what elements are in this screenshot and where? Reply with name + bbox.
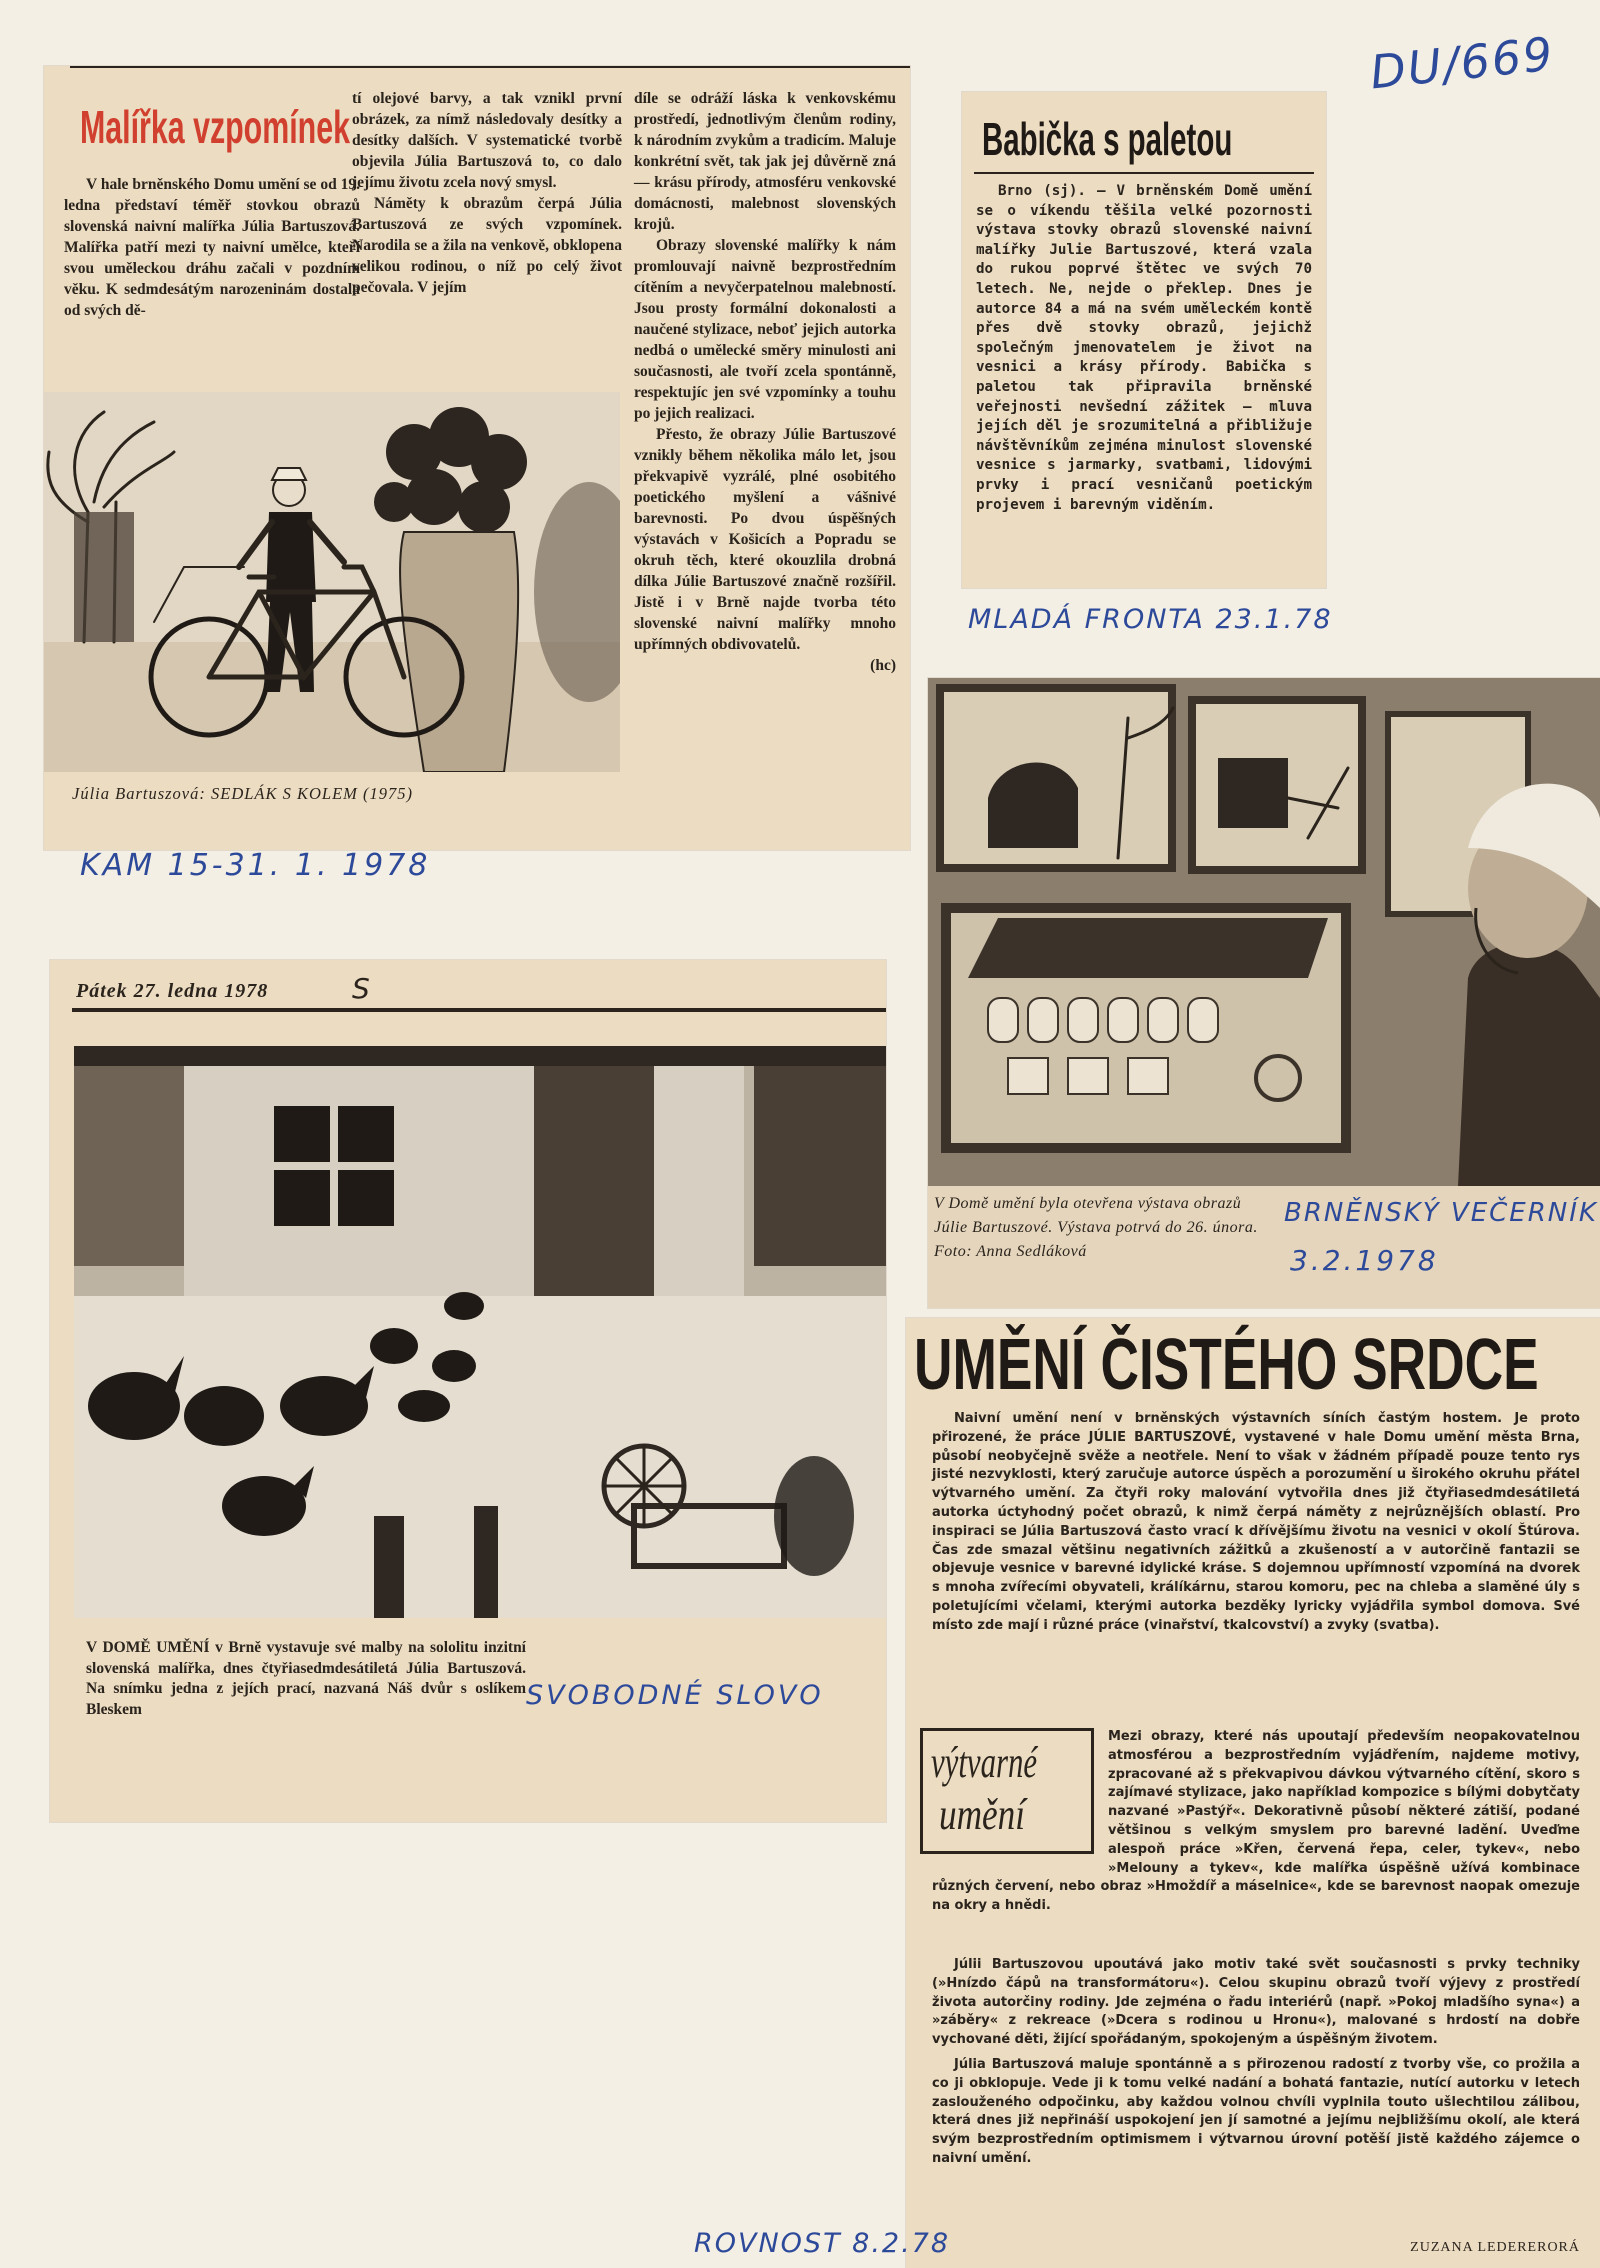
rovnost-stamp-word-2: umění (939, 1790, 1026, 1839)
mlada-fronta-rule (974, 172, 1314, 174)
vecernik-source-note-1: BRNĚNSKÝ VEČERNÍK (1284, 1198, 1598, 1228)
svobodne-source-note: SVOBODNÉ SLOVO (526, 1680, 824, 1711)
rovnost-paragraph-3: Júlii Bartuszovou upoutává jako motiv také svět současnosti s prvky techniky (»Hnízdo čápů na transformátoru«). Celou skupinu obrazů tvoří výjevy z prostředí života autorčiny rodiny. Jde zejména o řadu interiérů (např. »Pokoj mladšího syna«) a »záběry« z rekreace (»Dcera s rodinou u Hronu«), malované s hrdostí na dobře vychované děti, žijící spořádaným, spokojeným a úspěšným životem. (932, 1957, 1580, 2048)
kam-paragraph-2: tí olejové barvy, a tak vznikl první obrázek, za nímž následovaly desítky a desítky dalších. V systematické tvorbě objevila Júlia Bartuszová to, co dalo jejímu životu zcela nový smysl. (352, 90, 622, 191)
rovnost-body-top (932, 1410, 1580, 1642)
rovnost-paragraph-4: Júlia Bartuszová maluje spontánně a s přirozenou radostí z tvorby vše, co prožila a co ji obklopuje. Vede ji k tomu velké nadání a bohatá fantazie, nutící autorku v letech zaslouženého odpočinku, aby každou volnou chvíli vyplnila touto ušlechtilou zálibou, která dnes již nepřináší uspokojení jen jí samotné a jejímu nejbližšímu okolí, ale která svým bezprostředním optimismem i výtvarnou úrovní potěší jistě každého zájemce o naivní umění. (932, 2056, 1580, 2166)
rovnost-source-note: ROVNOST 8.2.78 (694, 2228, 951, 2259)
kam-col-3 (634, 88, 896, 676)
kam-title: Malířka vzpomínek (80, 101, 350, 153)
kam-paragraph-4: díle se odráží láska k venkovskému prostředí, jednotlivým členům rodiny, k národním zvykům a tradicím. Maluje konkrétní svět, tak jak jej důvěrně zná — krásu přírody, atmosféru venkovské domácnosti, malebnost slovenských krojů. (634, 90, 896, 233)
svobodne-hand-mark: S (352, 972, 373, 1005)
kam-paragraph-5: Obrazy slovenské malířky k nám promlouvají naivně bezprostředním cítěním a nevyčerpatelnou malebností. Jsou prosty formální dokonalosti a naučené stylizace, neboť jejich autorka nedbá o umělecké směry minulosti ani současnosti, ale tvoří zcela spontánně, respektujíc jen své vzpomínky a touhu po jejich realizaci. (634, 237, 896, 422)
mlada-fronta-title: Babička s paletou (982, 113, 1233, 165)
kam-col-2-top (352, 88, 622, 298)
farmer-with-bike-illustration (44, 392, 620, 772)
rovnost-title: UMĚNÍ ČISTÉHO SRDCE (914, 1325, 1539, 1405)
vecernik-exhibition-photo (928, 678, 1600, 1186)
exhibition-visitor-illustration (928, 678, 1600, 1186)
rovnost-stamp-float (932, 1728, 1108, 1878)
archive-mark: DU/669 (1367, 26, 1557, 100)
kam-painting-sedlak-s-kolem (44, 392, 620, 772)
svobodne-painting-nas-dvur (74, 1046, 886, 1618)
mlada-fronta-clipping (962, 92, 1326, 588)
rovnost-paragraph-2: Mezi obrazy, které nás upoutají především neopakovatelnou atmosférou a bezprostředním vyjádřením, najdeme motivy, zpracované až s překvapivou dávkou výtvarného cítění, skoro s zajímavé stylizace, jako například kompozice s bílými dobytčaty nazvané »Pastýř«. Dekorativně působí některé zátiší, podané většinou s velkým smyslem pro barevné ladění. Uveďme alespoň práce »Křen, červená řepa, celer, tykev«, nebo »Melouny a tykev«, kde malířka úspěšně užívá kombinace různých červení, nebo obraz »Hmoždíř a máselnice«, kde se barevnost naopak omezuje na okry a hnědi. (932, 1729, 1580, 1914)
farmyard-hens-illustration (74, 1046, 886, 1618)
svobodne-date-line: Pátek 27. ledna 1978 (76, 980, 269, 1002)
rovnost-body-bottom (932, 1956, 1580, 2175)
rovnost-paragraph-1: Naivní umění není v brněnských výstavních síních častým hostem. Je proto přirozené, že práce JÚLIE BARTUSZOVÉ, vystavené v hale Domu umění města Brna, působí neobyčejně svěže a neotřele. Není to však v žádném případě pouze tento rys jisté nezvyklosti, který zaručuje autorce úspěch a porozumění u širokého okruhu přátel výtvarného umění. Za čtyři roky malování vytvořila dnes již čtyřiasedmdesátiletá autorka úctyhodný počet obrazů, k nimž čerpá náměty z nejrůznějších oblastí. Pro inspiraci se Júlia Bartuszová často vrací k dřívějšímu životu na vesnici v okolí Štúrova. Čas zde smazal většinu negativních zážitků a zkušeností a v autorčině fantazii se objevuje vesnice v barevné idylické kráse. S dojemnou upřímností vzpomíná na dvorek s mnoha zvířecími obyvateli, králíkárnu, starou komoru, pec na chleba a slaměné úly s poletujícími včelami, kterými autorka bezděky lyricky vyjádřila symbol domova. Své místo zde mají i různé práce (vinařství, tkalcovství) a zvyky (svatba). (932, 1411, 1580, 1633)
kam-top-rule (70, 66, 910, 68)
kam-signature: (hc) (870, 657, 896, 674)
rovnost-clipping (906, 1318, 1600, 2268)
kam-paragraph-3: Náměty k obrazům čerpá Júlia Bartuszová ze svých vzpomínek. Narodila se a žila na venkově, obklopena velikou rodinou, o níž po celý život pečovala. V jejím (352, 195, 622, 296)
rovnost-paragraph-wrap (932, 1728, 1580, 1916)
kam-paragraph-6: Přesto, že obrazy Júlie Bartuszové vznikly během několika málo let, jsou překvapivě vyzrálé, plné osobitého poetického myšlení a vášnivé barevnosti. Po dvou úspěšných výstavách v Košicích a Popradu se okruh těch, které okouzlila drobná dílka Júlie Bartuszové značně rozšířil. Jistě i v Brně najde tvorba této slovenské naivní malířky mnoho upřímných obdivovatelů. (634, 426, 896, 653)
kam-paragraph-1: V hale brněnského Domu umění se od 19. ledna představí téměř stovkou obrazů slovenská naivní malířka Júlia Bartuszová. Malířka patří mezi ty naivní umělce, kteří svou uměleckou dráhu začali v pozdním věku. K sedmdesátým narozeninám dostala od svých dě- (64, 176, 360, 319)
rovnost-stamp-word-1: výtvarné (931, 1738, 1038, 1787)
mlada-fronta-text: Brno (sj). — V brněnském Domě umění se o víkendu těšila velké pozornosti výstava stovky obrazů slovenské naivní malířky Julie Bartuszové, která vzala do rukou poprvé štětec ve svých 70 letech. Ne, nejde o překlep. Dnes je autorce 84 a má na svém uměleckém kontě přes dvě stovky obrazů, jejichž společným jmenovatelem je život na vesnici a krásy přírody. Babička s paletou tak připravila brněnské veřejnosti nevšední zážitek — mluva jejích děl je srozumitelná a přibližuje návštěvníkům zejména minulost slovenské vesnice s jarmarky, svatbami, lidovými prvky i prací vesničanů poetickým projevem i barevným viděním. (976, 183, 1312, 513)
rovnost-author: ZUZANA LEDERERORÁ (1410, 2240, 1580, 2255)
kam-source-note: KAM 15-31. 1. 1978 (80, 848, 431, 883)
vecernik-source-note-2: 3.2.1978 (1290, 1244, 1439, 1277)
svobodne-caption: V DOMĚ UMĚNÍ v Brně vystavuje své malby na sololitu inzitní slovenská malířka, dnes čtyřiasedmdesátiletá Júlia Bartuszová. Na snímku jedna z jejích prací, nazvaná Náš dvůr s oslíkem Bleskem (86, 1639, 526, 1718)
kam-col-1-top (64, 174, 360, 321)
kam-caption: Júlia Bartuszová: SEDLÁK S KOLEM (1975) (72, 784, 414, 803)
mlada-fronta-source-note: MLADÁ FRONTA 23.1.78 (968, 604, 1333, 635)
svobodne-rule (72, 1008, 886, 1012)
vecernik-caption: V Domě umění byla otevřena výstava obrazů Júlie Bartuszové. Výstava potrvá do 26. února. Foto: Anna Sedláková (934, 1195, 1258, 1260)
kam-clipping (44, 66, 910, 850)
